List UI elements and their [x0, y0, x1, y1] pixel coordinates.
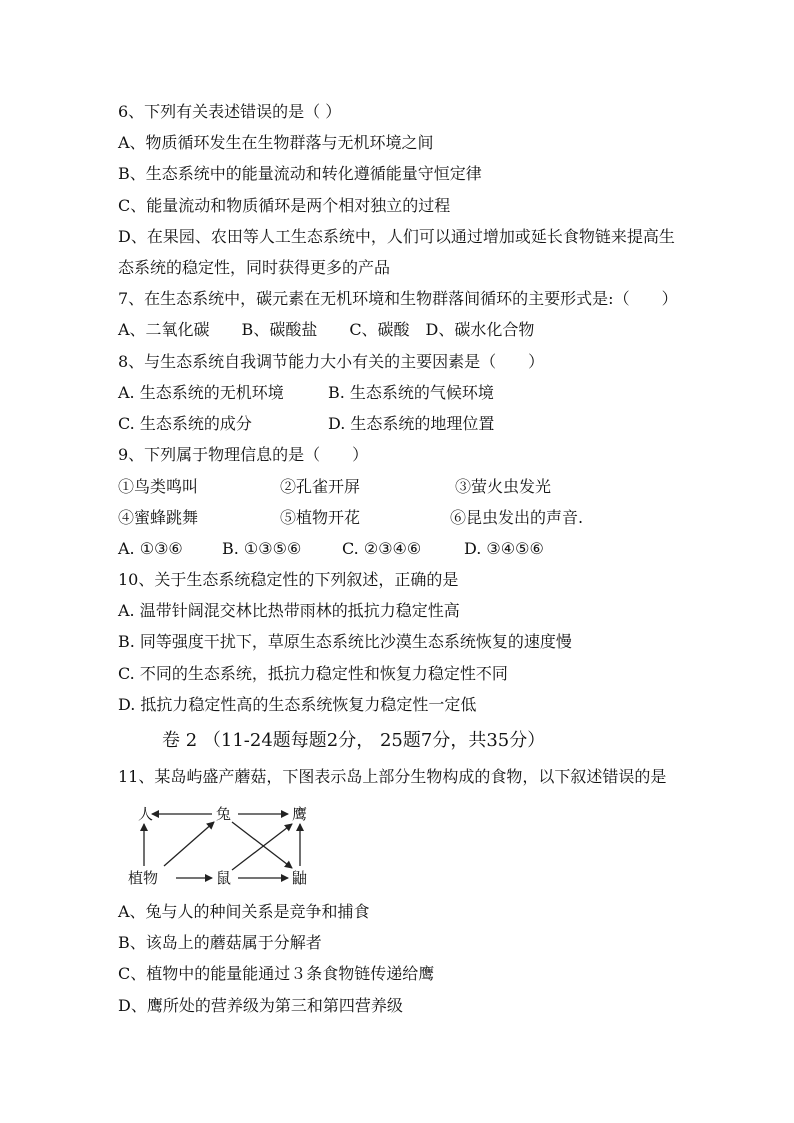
node-rabbit: 兔: [216, 805, 232, 823]
q9-stem: 9、下列属于物理信息的是（ ）: [118, 445, 369, 464]
q6-option-b: B、生态系统中的能量流动和转化遵循能量守恒定律: [118, 164, 482, 183]
q10-option-d: D. 抵抗力稳定性高的生态系统恢复力稳定性一定低: [118, 695, 477, 714]
q9-option-d: D. ③④⑤⑥: [464, 539, 544, 558]
q9-item-5: ⑤植物开花: [280, 508, 361, 527]
q9-option-c: C. ②③④⑥: [342, 539, 422, 558]
q11-option-a: A、兔与人的种间关系是竞争和捕食: [118, 902, 370, 921]
q11-option-b: B、该岛上的蘑菇属于分解者: [118, 933, 322, 952]
arrow-mouse-to-hawk: [232, 824, 292, 870]
q6-option-d-line1: D、在果园、农田等人工生态系统中，人们可以通过增加或延长食物链来提高生: [118, 227, 675, 246]
q9-item-2: ②孔雀开屏: [280, 477, 361, 496]
q10-stem: 10、关于生态系统稳定性的下列叙述，正确的是: [118, 570, 459, 589]
arrow-rabbit-to-snake: [232, 822, 292, 868]
node-human: 人: [138, 805, 154, 823]
q10-option-c: C. 不同的生态系统，抵抗力稳定性和恢复力稳定性不同: [118, 664, 508, 683]
q8-option-d: D. 生态系统的地理位置: [328, 414, 495, 433]
node-plant: 植物: [128, 869, 159, 887]
node-hawk: 鹰: [292, 805, 308, 823]
q6-option-c: C、能量流动和物质循环是两个相对独立的过程: [118, 196, 451, 215]
q11-stem: 11、某岛屿盛产蘑菇，下图表示岛上部分生物构成的食物，以下叙述错误的是: [118, 767, 667, 786]
q8-option-c: C. 生态系统的成分: [118, 414, 252, 433]
q6-option-a: A、物质循环发生在生物群落与无机环境之间: [118, 133, 434, 152]
q10-option-b: B. 同等强度干扰下，草原生态系统比沙漠生态系统恢复的速度慢: [118, 632, 572, 651]
q6-stem: 6、下列有关表述错误的是（ ）: [118, 102, 342, 121]
q9-option-b: B. ①③⑤⑥: [222, 539, 302, 558]
q8-option-a: A. 生态系统的无机环境: [118, 383, 284, 402]
q8-stem: 8、与生态系统自我调节能力大小有关的主要因素是（ ）: [118, 352, 545, 371]
q6-option-d-line2: 态系统的稳定性，同时获得更多的产品: [118, 258, 391, 277]
q9-option-a: A. ①③⑥: [118, 539, 183, 558]
q10-option-a: A. 温带针阔混交林比热带雨林的抵抗力稳定性高: [118, 601, 460, 620]
q9-item-6: ⑥昆虫发出的声音.: [450, 508, 584, 527]
node-snake: 鼬: [292, 869, 308, 887]
q9-item-3: ③萤火虫发光: [455, 477, 552, 496]
q8-option-b: B. 生态系统的气候环境: [328, 383, 494, 402]
q11-option-d: D、鹰所处的营养级为第三和第四营养级: [118, 996, 403, 1015]
q9-item-1: ①鸟类鸣叫: [118, 477, 199, 496]
arrow-plant-to-rabbit: [164, 822, 214, 866]
node-mouse: 鼠: [216, 869, 232, 887]
q7-stem: 7、在生态系统中，碳元素在无机环境和生物群落间循环的主要形式是:（ ）: [118, 289, 678, 308]
section-2-header: 卷 2 （11-24题每题2分， 25题7分，共35分）: [162, 730, 546, 751]
q7-options: A、二氧化碳 B、碳酸盐 C、碳酸 D、碳水化合物: [118, 320, 535, 339]
q9-item-4: ④蜜蜂跳舞: [118, 508, 199, 527]
q11-option-c: C、植物中的能量能通过３条食物链传递给鹰: [118, 964, 435, 983]
